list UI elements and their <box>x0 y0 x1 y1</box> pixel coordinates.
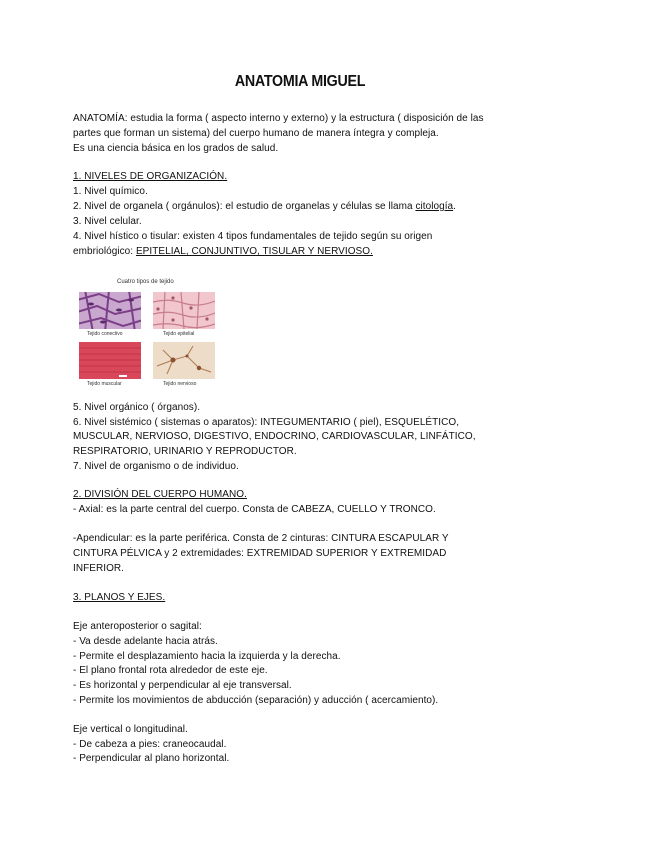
document-title: ANATOMIA MIGUEL <box>234 73 366 90</box>
level-4-prefix: embriológico: <box>73 246 136 257</box>
figure-caption: Cuatro tipos de tejido <box>117 279 174 285</box>
connective-tissue-image <box>79 292 141 329</box>
cytology-term: citología <box>415 201 454 212</box>
tissue-types-figure <box>79 279 221 389</box>
epithelial-label: Tejido epitelial <box>163 331 195 337</box>
level-2-end: . <box>453 201 456 212</box>
nervous-tissue-image <box>153 342 215 379</box>
muscle-tissue-image <box>79 342 141 379</box>
axis-1-item: - Permite el desplazamiento hacia la izquierda y la derecha. <box>73 651 341 662</box>
axial-line: - Axial: es la parte central del cuerpo. Consta de CABEZA, CUELLO Y TRONCO. <box>73 504 436 515</box>
muscle-label: Tejido muscular <box>87 381 122 387</box>
tissue-types: EPITELIAL, CONJUNTIVO, TISULAR Y NERVIOSO. <box>135 246 373 257</box>
level-4-continued <box>73 245 373 258</box>
section-2-heading: 2. DIVISIÓN DEL CUERPO HUMANO. <box>73 489 247 500</box>
appendicular-line-3: INFERIOR. <box>73 563 125 574</box>
section-3-heading: 3. PLANOS Y EJES. <box>73 592 166 603</box>
appendicular-line-1: -Apendicular: es la parte periférica. Consta de 2 cinturas: CINTURA ESCAPULAR Y <box>73 533 449 544</box>
level-2 <box>73 200 456 213</box>
connective-label: Tejido conectivo <box>87 331 123 337</box>
nervous-label: Tejido nervioso <box>163 381 197 387</box>
intro-line-2: partes que forman un sistema) del cuerpo humano de manera íntegra y compleja. <box>73 128 439 139</box>
intro-line-3: Es una ciencia básica en los grados de salud. <box>73 143 279 154</box>
level-1: 1. Nivel químico. <box>73 186 148 197</box>
axis-1-title: Eje anteroposterior o sagital: <box>73 621 202 632</box>
level-5: 5. Nivel orgánico ( órganos). <box>73 402 201 413</box>
level-3: 3. Nivel celular. <box>73 216 142 227</box>
epithelial-tissue-image <box>153 292 215 329</box>
level-2-text: 2. Nivel de organela ( orgánulos): el estudio de organelas y células se llama <box>73 201 416 212</box>
level-6-continued-2: RESPIRATORIO, URINARIO Y REPRODUCTOR. <box>73 446 297 457</box>
axis-1-item: - Va desde adelante hacia atrás. <box>73 636 218 647</box>
axis-1-item: - Permite los movimientos de abducción (separación) y aducción ( acercamiento). <box>73 695 439 706</box>
level-6-continued-1: MUSCULAR, NERVIOSO, DIGESTIVO, ENDOCRINO, CARDIOVASCULAR, LINFÁTICO, <box>73 431 476 442</box>
intro-line-1: ANATOMÍA: estudia la forma ( aspecto interno y externo) y la estructura ( disposición de las <box>73 113 484 124</box>
level-4: 4. Nivel hístico o tisular: existen 4 tipos fundamentales de tejido según su origen <box>73 231 433 242</box>
axis-1-item: - El plano frontal rota alrededor de este eje. <box>73 665 268 676</box>
axis-2-item: - De cabeza a pies: craneocaudal. <box>73 739 227 750</box>
axis-1-item: - Es horizontal y perpendicular al eje transversal. <box>73 680 292 691</box>
section-1-heading: 1. NIVELES DE ORGANIZACIÓN. <box>73 171 228 182</box>
axis-2-item: - Perpendicular al plano horizontal. <box>73 753 230 764</box>
axis-2-title: Eje vertical o longitudinal. <box>73 724 188 735</box>
level-6: 6. Nivel sistémico ( sistemas o aparatos): INTEGUMENTARIO ( piel), ESQUELÉTICO, <box>73 417 460 428</box>
level-7: 7. Nivel de organismo o de individuo. <box>73 461 239 472</box>
appendicular-line-2: CINTURA PÉLVICA y 2 extremidades: EXTREMIDAD SUPERIOR Y EXTREMIDAD <box>73 548 447 559</box>
